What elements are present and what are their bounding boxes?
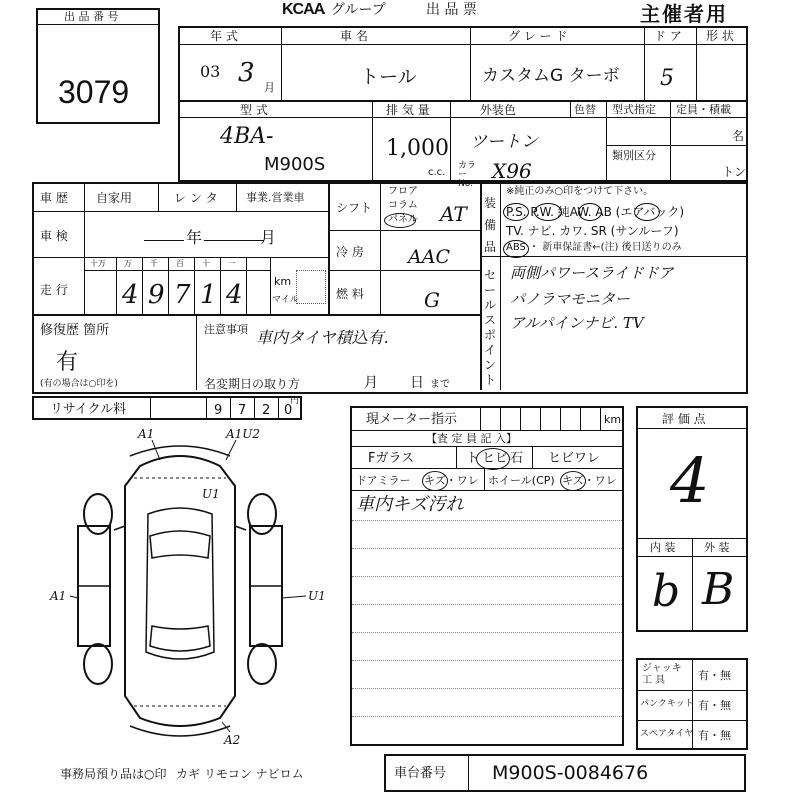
digit-label-100k: 十万 <box>90 259 106 268</box>
month-unit: 月 <box>264 81 275 94</box>
model-prefix-value: 4BA- <box>220 124 274 149</box>
damage-mark: A1U2 <box>226 427 261 441</box>
km-unit: km <box>274 275 292 288</box>
recycle-fee-label: リサイクル料 <box>50 402 127 417</box>
exterior-score: B <box>702 564 735 615</box>
yen-unit: 円 <box>290 396 300 406</box>
damage-mark: A1 <box>50 589 67 603</box>
recycle-digit: 0 <box>284 403 293 418</box>
inspection-notes <box>350 406 624 746</box>
windshield-option: 石 <box>510 451 524 466</box>
interior-label: 内 装 <box>650 541 676 554</box>
brand-logo: KCAA <box>282 1 325 18</box>
recycle-digit: 2 <box>262 403 271 418</box>
capacity-label: 定員・積載 <box>676 103 731 116</box>
model-designation-label: 型式指定 <box>612 103 656 116</box>
digit-label-100: 百 <box>176 259 184 268</box>
shift-value: AT <box>440 202 467 226</box>
grade-label: グ レ ー ド <box>508 29 568 43</box>
jack-label: ジャッキ 工 具 <box>642 663 682 686</box>
persons-unit: 名 <box>732 129 745 143</box>
equipment-line-2: TV. ナビ. カワ. SR (サンルーフ) <box>506 224 679 238</box>
name-change-until: まで <box>430 379 450 390</box>
mileage-digit: 7 <box>174 280 191 310</box>
equipment-line-3: ABS ・ 新車保証書←(注) 後日送りのみ <box>506 242 682 253</box>
sales-point: パノラマモニター <box>510 290 631 308</box>
business-use-option: 事業.営業車 <box>246 191 305 204</box>
doors-value: 5 <box>660 66 674 91</box>
equipment-note: ※純正のみ○印をつけて下さい。 <box>506 186 654 197</box>
repair-history-value: 有 <box>56 350 79 375</box>
chassis-number-value: M900S-0084676 <box>492 762 649 784</box>
history-block <box>32 182 748 394</box>
fuel-label: 燃 料 <box>336 287 364 301</box>
door-mirror-label: ドアミラー <box>356 474 411 487</box>
rental-option: レ ン タ <box>174 191 218 205</box>
lot-number-box <box>36 8 160 124</box>
sales-point: 両側パワースライドドア <box>510 264 674 282</box>
mile-unit: マイル <box>272 295 299 305</box>
spare-tire-options: 有・無 <box>698 729 731 742</box>
damage-mark: U1 <box>202 487 220 501</box>
office-kept-note: 事務局預り品は○印 <box>60 767 167 781</box>
color-no-value: X96 <box>492 159 532 183</box>
make-value: トール <box>360 66 417 88</box>
wheel-label: ホイール(CP) <box>488 474 555 487</box>
mileage-digit: 9 <box>148 280 165 310</box>
puncture-kit-options: 有・無 <box>698 699 731 712</box>
damage-mark: A2 <box>224 733 241 747</box>
year-label: 年 式 <box>210 29 238 43</box>
meter-label: 現メーター指示 <box>366 412 458 427</box>
inspection-year: 年 <box>186 228 203 247</box>
shift-panel: パネル <box>388 214 418 225</box>
chassis-model-value: M900S <box>264 154 326 175</box>
remarks-value: 車内タイヤ積込有. <box>256 328 389 347</box>
chassis-number-box <box>384 754 746 792</box>
name-change-label: 名変期日の取り方 <box>204 377 301 391</box>
recycle-fee-box <box>32 396 302 420</box>
shift-floor: フロア <box>388 186 418 197</box>
windshield-option: ト <box>466 451 480 466</box>
damage-mark: U1 <box>308 589 326 603</box>
chassis-number-label: 車台番号 <box>394 766 447 781</box>
exterior-color-label: 外装色 <box>480 103 517 117</box>
lot-number: 3079 <box>58 74 130 110</box>
fuel-value: G <box>424 288 440 312</box>
recycle-digit: 9 <box>214 403 223 418</box>
lot-number-label: 出 品 番 号 <box>64 10 119 23</box>
sales-point: アルパインナビ. TV <box>510 314 644 332</box>
name-change-day: 日 <box>410 375 424 391</box>
color-no-label: カラー No. <box>458 161 477 189</box>
cc-unit: c.c. <box>428 167 446 178</box>
grade-label: 評 価 点 <box>662 412 706 426</box>
group-label: . グループ <box>322 2 386 18</box>
displacement-label: 排 気 量 <box>386 103 430 117</box>
displacement-value: 1,000 <box>386 136 449 161</box>
year-value: 03 <box>200 62 221 81</box>
overall-score: 4 <box>670 444 710 517</box>
recycle-digit: 7 <box>238 403 247 418</box>
grade-value: カスタムG ターボ <box>482 66 620 86</box>
repair-history-label: 修復歴 箇所 <box>40 323 110 338</box>
tons-unit: トン <box>722 165 747 179</box>
inspector-header: 【査 定 員 記 入】 <box>426 432 517 445</box>
spare-tire-label: スペアタイヤ <box>640 729 694 739</box>
vehicle-info-grid <box>178 26 748 189</box>
repair-history-note: (有の場合は○印を) <box>40 379 118 389</box>
body-type-label: 形 状 <box>706 29 734 43</box>
tools-box <box>636 658 748 750</box>
meter-km-unit: km <box>604 413 622 426</box>
inspection-month: 月 <box>260 228 277 247</box>
digit-label-10: 十 <box>202 259 210 268</box>
car-damage-diagram <box>30 426 330 756</box>
shift-column: コラム <box>388 200 418 211</box>
wheel-options: キズ・ワレ <box>562 474 617 487</box>
ac-value: AAC <box>408 246 450 268</box>
equipment-side-label: 装備品 <box>484 196 497 254</box>
inspection-label: 車 検 <box>40 229 68 243</box>
jack-options: 有・無 <box>698 669 731 682</box>
equipment-line-1: P.S. P.W. 純AW. AB (エアバック) <box>506 205 685 219</box>
digit-label-1: 一 <box>228 259 236 268</box>
inspection-note: 車内キズ汚れ <box>356 494 464 515</box>
mileage-label: 走 行 <box>40 283 68 297</box>
puncture-kit-label: パンクキット <box>640 699 694 709</box>
mileage-digit: 1 <box>200 280 217 310</box>
windshield-label: Fガラス <box>368 451 415 466</box>
kept-items: カギ リモコン ナビロム <box>176 767 304 781</box>
make-label: 車 名 <box>340 29 368 43</box>
model-label: 型 式 <box>240 103 268 117</box>
mileage-digit: 4 <box>226 280 243 310</box>
remarks-label: 注意事項 <box>204 323 248 336</box>
digit-label-10k: 万 <box>124 259 132 268</box>
color-change-label: 色替 <box>574 103 596 116</box>
damage-mark: A1 <box>138 427 155 441</box>
exterior-color-value: ツートン <box>470 132 538 152</box>
windshield-option: ヒビ <box>482 451 509 466</box>
exterior-label: 外 装 <box>704 541 730 554</box>
form-title: 出 品 票 <box>426 2 477 18</box>
digit-label-1k: 千 <box>150 259 158 268</box>
car-outline <box>78 446 282 736</box>
month-value: 3 <box>238 58 255 88</box>
grade-box <box>636 406 748 632</box>
history-label: 車 歴 <box>40 191 68 205</box>
for-organizer: 主催者用 <box>640 2 728 26</box>
sales-point-side-label: セールスポイント <box>484 268 497 387</box>
windshield-option: ヒビワレ <box>548 451 601 466</box>
name-change-month: 月 <box>364 375 378 391</box>
door-mirror-options: キズ・ワレ <box>424 474 479 487</box>
private-use-option: 自家用 <box>96 191 133 205</box>
interior-score: b <box>652 566 681 617</box>
shift-label: シフト <box>336 201 373 215</box>
ac-label: 冷 房 <box>336 245 364 259</box>
type-class-label: 類別区分 <box>612 149 656 162</box>
doors-label: ド ア <box>654 29 682 43</box>
mileage-digit: 4 <box>122 280 139 310</box>
